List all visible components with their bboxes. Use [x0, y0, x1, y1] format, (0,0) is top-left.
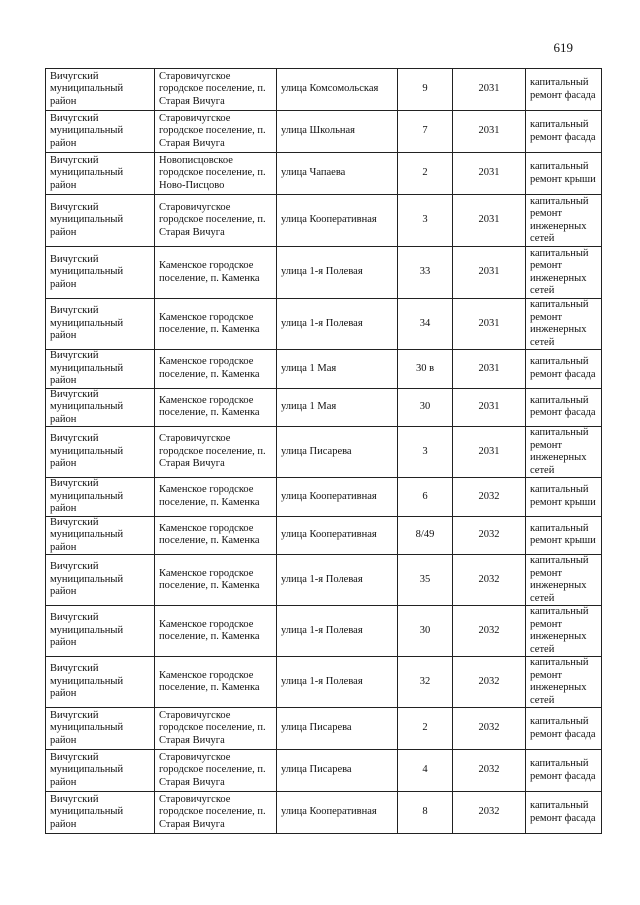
- work-type-cell: капитальный ремонт фасада: [526, 388, 602, 427]
- table-row: [46, 111, 602, 153]
- house-number-cell: 33: [398, 247, 453, 299]
- district-cell: Вичугский муниципальный район: [46, 111, 155, 153]
- house-number-cell: 7: [398, 111, 453, 153]
- house-number-cell: 2: [398, 153, 453, 195]
- street-cell: улица Кооперативная: [277, 478, 398, 517]
- table-row: [46, 555, 602, 606]
- street-cell: улица Кооперативная: [277, 792, 398, 834]
- table-row: [46, 516, 602, 555]
- house-number-cell: 3: [398, 195, 453, 247]
- street-cell: улица Чапаева: [277, 153, 398, 195]
- street-cell: улица Кооперативная: [277, 195, 398, 247]
- settlement-cell: Каменское городское поселение, п. Каменка: [155, 350, 277, 389]
- year-cell: 2032: [453, 792, 526, 834]
- settlement-cell: Старовичугское городское поселение, п. Старая Вичуга: [155, 750, 277, 792]
- house-number-cell: 2: [398, 708, 453, 750]
- year-cell: 2031: [453, 195, 526, 247]
- district-cell: Вичугский муниципальный район: [46, 750, 155, 792]
- page-number: 619: [553, 40, 573, 55]
- work-type-cell: капитальный ремонт инженерных сетей: [526, 247, 602, 299]
- year-cell: 2031: [453, 111, 526, 153]
- house-number-cell: 6: [398, 478, 453, 517]
- house-number-cell: 34: [398, 299, 453, 350]
- table-row: [46, 350, 602, 389]
- district-cell: Вичугский муниципальный район: [46, 478, 155, 517]
- house-number-cell: 8: [398, 792, 453, 834]
- work-type-cell: капитальный ремонт крыши: [526, 478, 602, 517]
- table-row: [46, 478, 602, 517]
- settlement-cell: Каменское городское поселение, п. Каменка: [155, 657, 277, 708]
- street-cell: улица Писарева: [277, 750, 398, 792]
- year-cell: 2032: [453, 516, 526, 555]
- district-cell: Вичугский муниципальный район: [46, 427, 155, 478]
- repair-schedule-table: [45, 68, 602, 834]
- settlement-cell: Старовичугское городское поселение, п. Старая Вичуга: [155, 111, 277, 153]
- year-cell: 2032: [453, 606, 526, 657]
- house-number-cell: 9: [398, 69, 453, 111]
- settlement-cell: Каменское городское поселение, п. Каменка: [155, 606, 277, 657]
- settlement-cell: Старовичугское городское поселение, п. Старая Вичуга: [155, 792, 277, 834]
- district-cell: Вичугский муниципальный район: [46, 350, 155, 389]
- district-cell: Вичугский муниципальный район: [46, 388, 155, 427]
- district-cell: Вичугский муниципальный район: [46, 708, 155, 750]
- settlement-cell: Каменское городское поселение, п. Каменка: [155, 299, 277, 350]
- settlement-cell: Каменское городское поселение, п. Каменка: [155, 478, 277, 517]
- year-cell: 2032: [453, 555, 526, 606]
- street-cell: улица Писарева: [277, 708, 398, 750]
- settlement-cell: Новописцовское городское поселение, п. Ново-Писцово: [155, 153, 277, 195]
- street-cell: улица 1-я Полевая: [277, 247, 398, 299]
- work-type-cell: капитальный ремонт инженерных сетей: [526, 657, 602, 708]
- table-row: [46, 153, 602, 195]
- table-row: [46, 792, 602, 834]
- work-type-cell: капитальный ремонт фасада: [526, 708, 602, 750]
- year-cell: 2031: [453, 388, 526, 427]
- district-cell: Вичугский муниципальный район: [46, 69, 155, 111]
- district-cell: Вичугский муниципальный район: [46, 247, 155, 299]
- year-cell: 2032: [453, 657, 526, 708]
- street-cell: улица 1-я Полевая: [277, 657, 398, 708]
- work-type-cell: капитальный ремонт крыши: [526, 516, 602, 555]
- house-number-cell: 8/49: [398, 516, 453, 555]
- table-row: [46, 750, 602, 792]
- street-cell: улица 1 Мая: [277, 388, 398, 427]
- settlement-cell: Старовичугское городское поселение, п. Старая Вичуга: [155, 69, 277, 111]
- settlement-cell: Каменское городское поселение, п. Каменка: [155, 388, 277, 427]
- table-row: [46, 606, 602, 657]
- street-cell: улица 1-я Полевая: [277, 299, 398, 350]
- street-cell: улица Школьная: [277, 111, 398, 153]
- table-row: [46, 427, 602, 478]
- street-cell: улица Комсомольская: [277, 69, 398, 111]
- district-cell: Вичугский муниципальный район: [46, 792, 155, 834]
- year-cell: 2031: [453, 350, 526, 389]
- work-type-cell: капитальный ремонт инженерных сетей: [526, 299, 602, 350]
- year-cell: 2032: [453, 750, 526, 792]
- table-body: [46, 69, 602, 834]
- year-cell: 2032: [453, 708, 526, 750]
- work-type-cell: капитальный ремонт инженерных сетей: [526, 606, 602, 657]
- street-cell: улица Кооперативная: [277, 516, 398, 555]
- settlement-cell: Старовичугское городское поселение, п. Старая Вичуга: [155, 427, 277, 478]
- district-cell: Вичугский муниципальный район: [46, 299, 155, 350]
- year-cell: 2032: [453, 478, 526, 517]
- district-cell: Вичугский муниципальный район: [46, 516, 155, 555]
- table-row: [46, 69, 602, 111]
- table-row: [46, 388, 602, 427]
- table-row: [46, 299, 602, 350]
- work-type-cell: капитальный ремонт инженерных сетей: [526, 427, 602, 478]
- table-row: [46, 708, 602, 750]
- year-cell: 2031: [453, 153, 526, 195]
- year-cell: 2031: [453, 427, 526, 478]
- district-cell: Вичугский муниципальный район: [46, 555, 155, 606]
- year-cell: 2031: [453, 247, 526, 299]
- work-type-cell: капитальный ремонт инженерных сетей: [526, 195, 602, 247]
- year-cell: 2031: [453, 69, 526, 111]
- work-type-cell: капитальный ремонт фасада: [526, 69, 602, 111]
- table-row: [46, 657, 602, 708]
- house-number-cell: 4: [398, 750, 453, 792]
- work-type-cell: капитальный ремонт инженерных сетей: [526, 555, 602, 606]
- settlement-cell: Каменское городское поселение, п. Каменка: [155, 247, 277, 299]
- district-cell: Вичугский муниципальный район: [46, 657, 155, 708]
- table-row: [46, 247, 602, 299]
- work-type-cell: капитальный ремонт крыши: [526, 153, 602, 195]
- district-cell: Вичугский муниципальный район: [46, 153, 155, 195]
- year-cell: 2031: [453, 299, 526, 350]
- work-type-cell: капитальный ремонт фасада: [526, 350, 602, 389]
- work-type-cell: капитальный ремонт фасада: [526, 792, 602, 834]
- settlement-cell: Каменское городское поселение, п. Каменка: [155, 555, 277, 606]
- street-cell: улица Писарева: [277, 427, 398, 478]
- district-cell: Вичугский муниципальный район: [46, 606, 155, 657]
- table-row: [46, 195, 602, 247]
- settlement-cell: Старовичугское городское поселение, п. Старая Вичуга: [155, 708, 277, 750]
- house-number-cell: 30: [398, 606, 453, 657]
- street-cell: улица 1 Мая: [277, 350, 398, 389]
- street-cell: улица 1-я Полевая: [277, 606, 398, 657]
- house-number-cell: 3: [398, 427, 453, 478]
- house-number-cell: 30 в: [398, 350, 453, 389]
- street-cell: улица 1-я Полевая: [277, 555, 398, 606]
- settlement-cell: Старовичугское городское поселение, п. Старая Вичуга: [155, 195, 277, 247]
- district-cell: Вичугский муниципальный район: [46, 195, 155, 247]
- settlement-cell: Каменское городское поселение, п. Каменка: [155, 516, 277, 555]
- house-number-cell: 32: [398, 657, 453, 708]
- house-number-cell: 30: [398, 388, 453, 427]
- house-number-cell: 35: [398, 555, 453, 606]
- work-type-cell: капитальный ремонт фасада: [526, 111, 602, 153]
- work-type-cell: капитальный ремонт фасада: [526, 750, 602, 792]
